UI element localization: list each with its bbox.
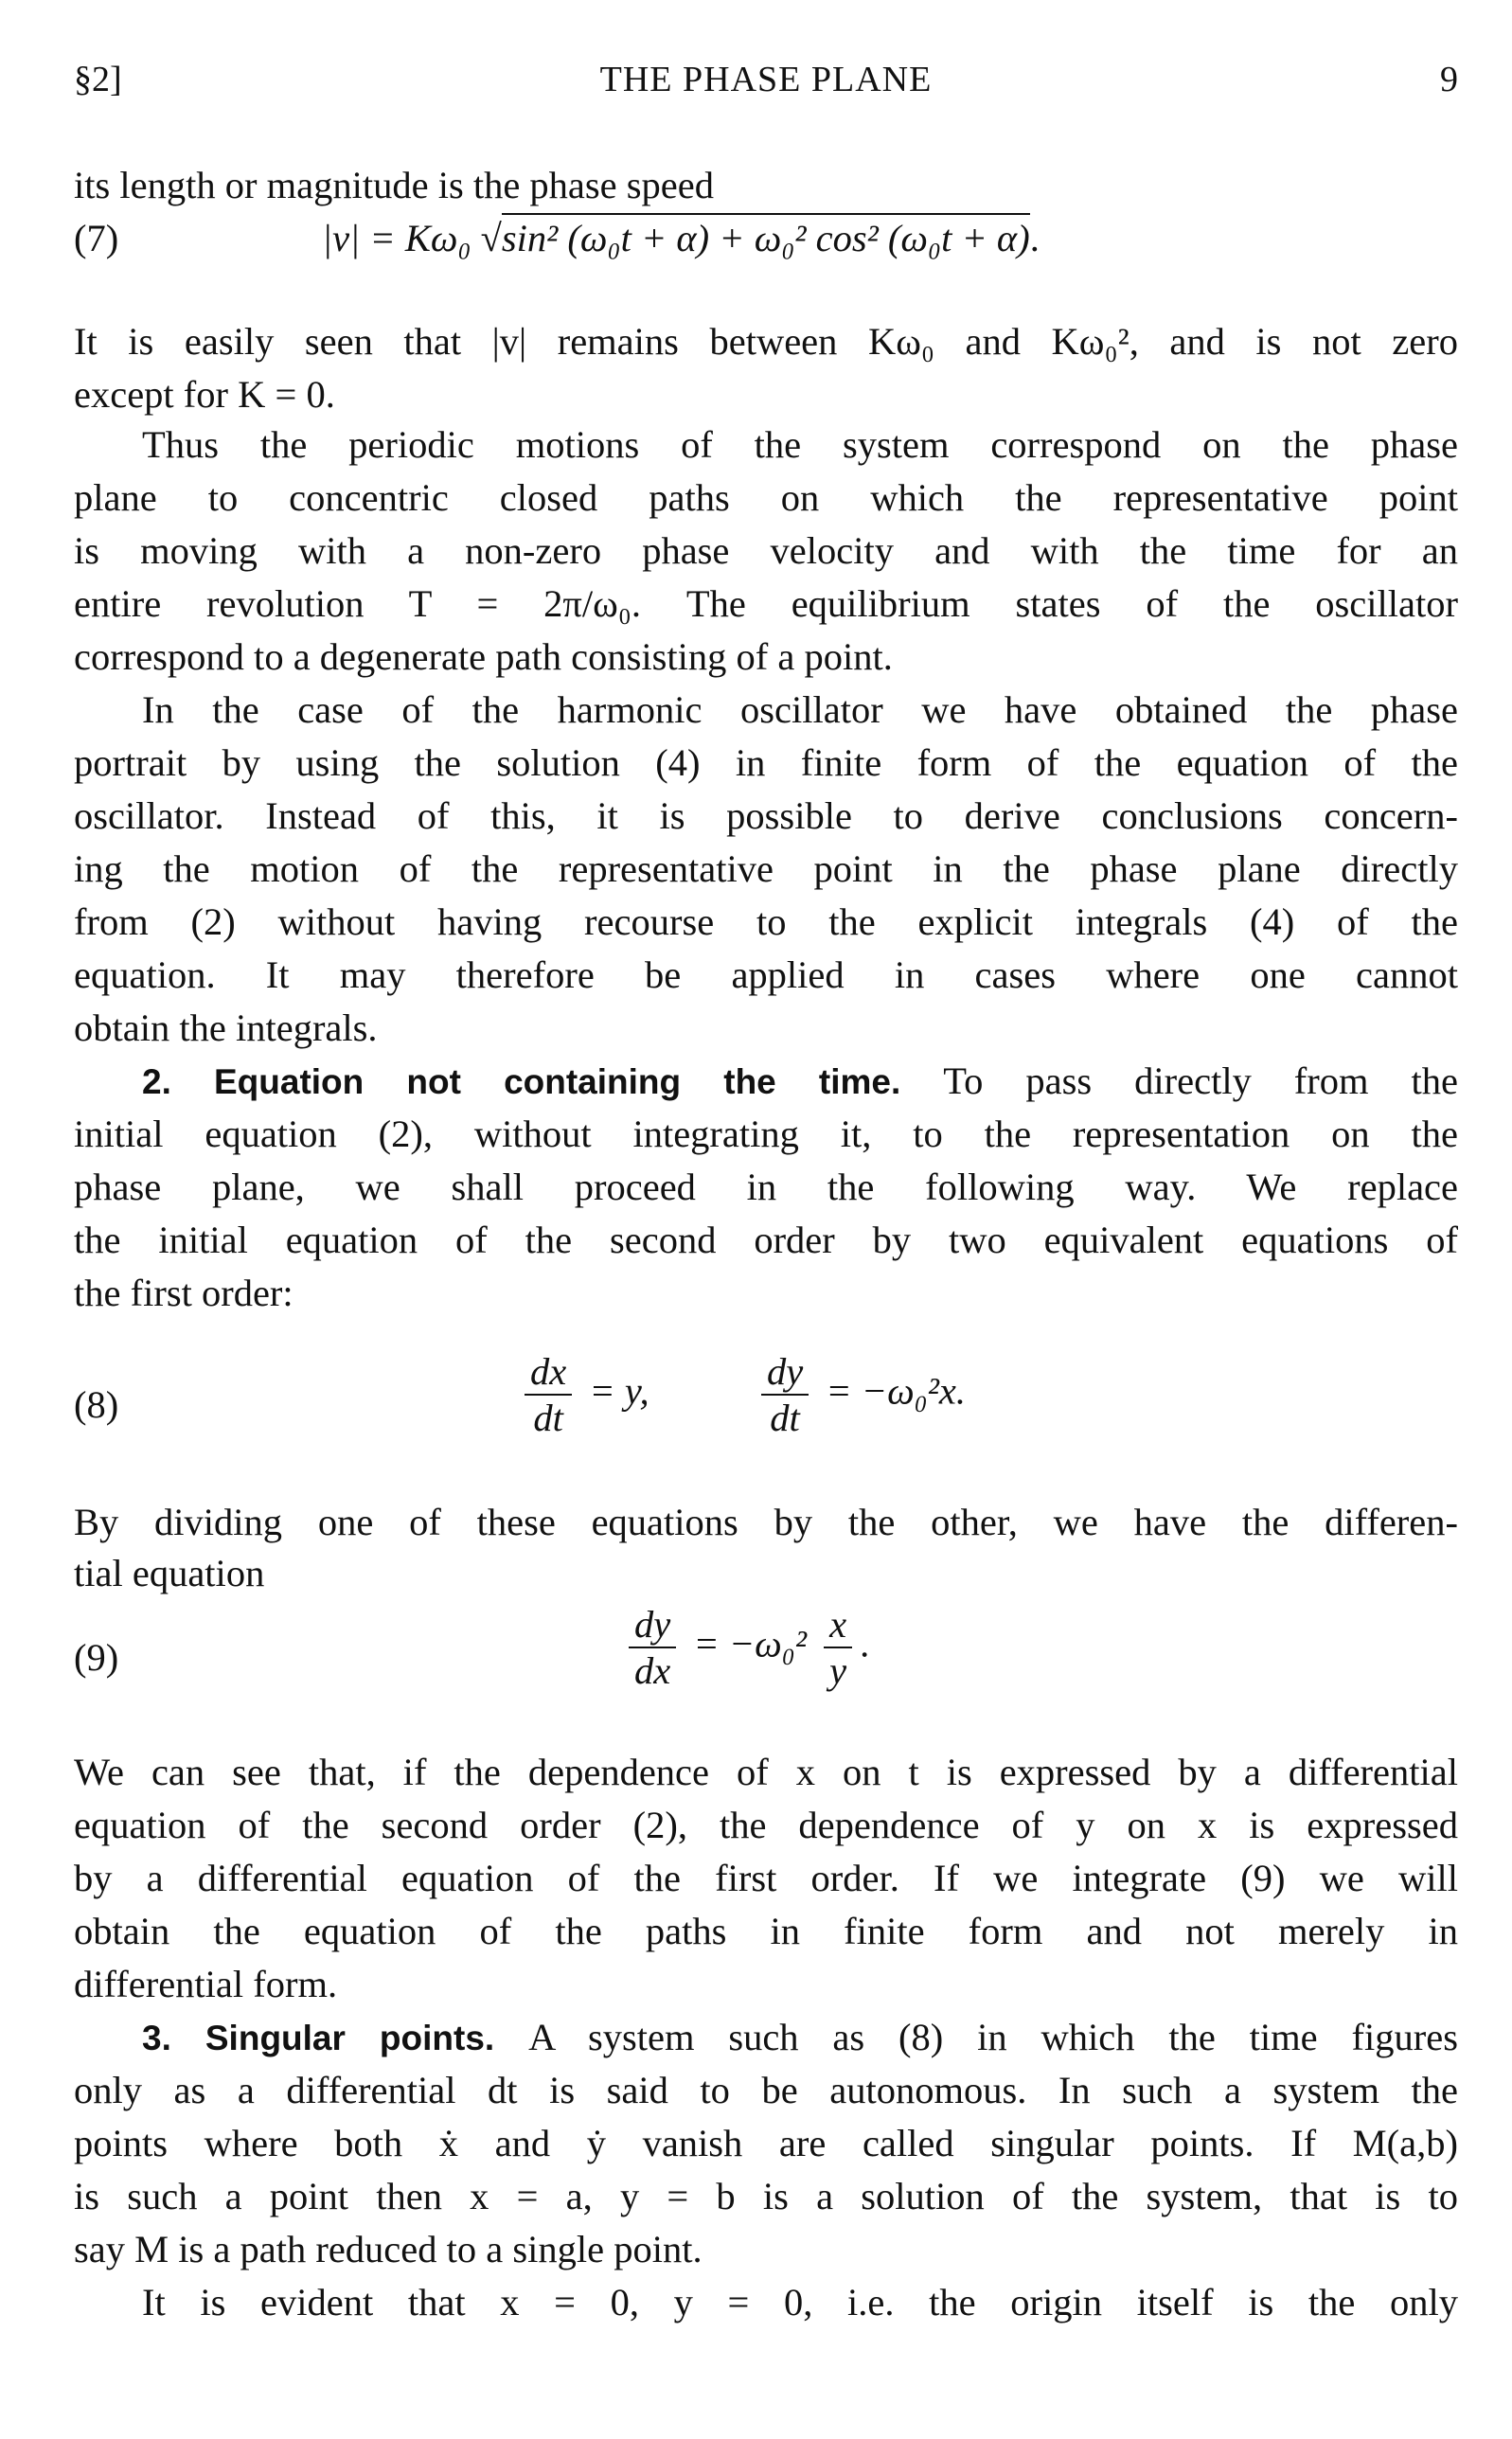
paragraph-line: We can see that, if the dependence of x on t is expressed by a differential [74,1751,1458,1793]
paragraph-line: tial equation [74,1552,265,1594]
equation-number: (7) [74,217,119,259]
paragraph-line: By dividing one of these equations by the other, we have the differen- [74,1501,1458,1543]
paragraph-line: portrait by using the solution (4) in finite form of the equation of the [74,741,1458,784]
section-3-heading: 3. Singular points. [142,2019,495,2057]
paragraph-line: say M is a path reduced to a single point. [74,2228,703,2270]
radical-sign: √ [480,217,502,259]
paragraph-line: is moving with a non-zero phase velocity and with the time for an [74,529,1458,572]
equation-number: (8) [74,1383,119,1426]
fraction-dx-dt: $\frac{dx}{dt}$ [525,1349,572,1440]
page-number: 9 [1440,60,1458,99]
paragraph-line: the first order: [74,1272,294,1314]
paragraph-line: It is evident that x = 0, y = 0, i.e. the origin itself is the only [142,2281,1458,2323]
paragraph-line: entire revolution T = 2π/ω₀. The equilibrium states of the oscillator [74,582,1458,625]
equation-7 [322,216,1040,260]
eq9-end: . [860,1622,870,1665]
section-marker: §2] [74,60,122,99]
paragraph-line: obtain the integrals. [74,1006,378,1049]
eq7-end: . [1029,217,1040,259]
paragraph-line: obtain the equation of the paths in finite form and not merely in [74,1910,1458,1952]
paragraph-line: is such a point then x = a, y = b is a solution of the system, that is to [74,2175,1458,2217]
paragraph-line: the initial equation of the second order by two equivalent equations of [74,1219,1458,1261]
paragraph-line: phase plane, we shall proceed in the following way. We replace [74,1166,1458,1208]
paragraph-line: from (2) without having recourse to the explicit integrals (4) of the [74,900,1458,943]
paragraph-line: plane to concentric closed paths on which the representative point [74,476,1458,519]
section-2-heading: 2. Equation not containing the time. [142,1062,901,1101]
paragraph-line: oscillator. Instead of this, it is possible to derive conclusions concern- [74,794,1458,837]
running-header [74,59,1458,116]
paragraph-line: Thus the periodic motions of the system correspond on the phase [142,423,1458,466]
page [74,0,1458,2439]
fraction-dy-dt: $\frac{dy}{dt}$ [761,1349,809,1440]
paragraph-line: its length or magnitude is the phase speed [74,164,714,206]
equation-number: (9) [74,1636,119,1679]
paragraph-line: ing the motion of the representative point in the phase plane directly [74,847,1458,890]
eq7-lhs: |v| [322,217,361,259]
equation-8 [517,1349,966,1440]
eq8-rhs-2: = −ω₀²x. [826,1369,966,1413]
eq7-radicand: sin² (ω₀t + α) + ω₀² cos² (ω₀t + α) [502,213,1030,259]
fraction-dy-dx: $\frac{dy}{dx}$ [629,1602,676,1693]
section-2-text: To pass directly from the [943,1059,1459,1102]
section-2-first-line [74,1057,1458,1107]
paragraph-line: points where both ẋ and ẏ vanish are called singular points. If M(a,b) [74,2122,1458,2164]
paragraph-line: only as a differential dt is said to be autonomous. In such a system the [74,2069,1458,2111]
section-3-first-line [74,2013,1458,2063]
eq7-rhs-prefix: = Kω₀ [369,217,471,259]
paragraph-line: It is easily seen that |v| remains between Kω₀ and Kω₀², and is not zero [74,320,1458,363]
paragraph-line: equation of the second order (2), the dependence of y on x is expressed [74,1804,1458,1846]
paragraph-line: In the case of the harmonic oscillator we have obtained the phase [142,688,1458,731]
running-title: THE PHASE PLANE [599,60,933,99]
fraction-x-y: $\frac{x}{y}$ [824,1602,852,1693]
equation-9 [621,1602,869,1693]
paragraph-line: initial equation (2), without integrating it, to the representation on the [74,1113,1458,1155]
section-3-text: A system such as (8) in which the time figures [528,2016,1458,2058]
paragraph-line: by a differential equation of the first order. If we integrate (9) we will [74,1857,1458,1899]
paragraph-line: correspond to a degenerate path consisting of a point. [74,635,893,678]
paragraph-line: differential form. [74,1963,338,2005]
paragraph-line: except for K = 0. [74,373,335,416]
paragraph-line: equation. It may therefore be applied in cases where one cannot [74,953,1458,996]
eq9-middle: = −ω₀² [693,1622,807,1665]
eq8-rhs-1: = y, [589,1369,649,1413]
